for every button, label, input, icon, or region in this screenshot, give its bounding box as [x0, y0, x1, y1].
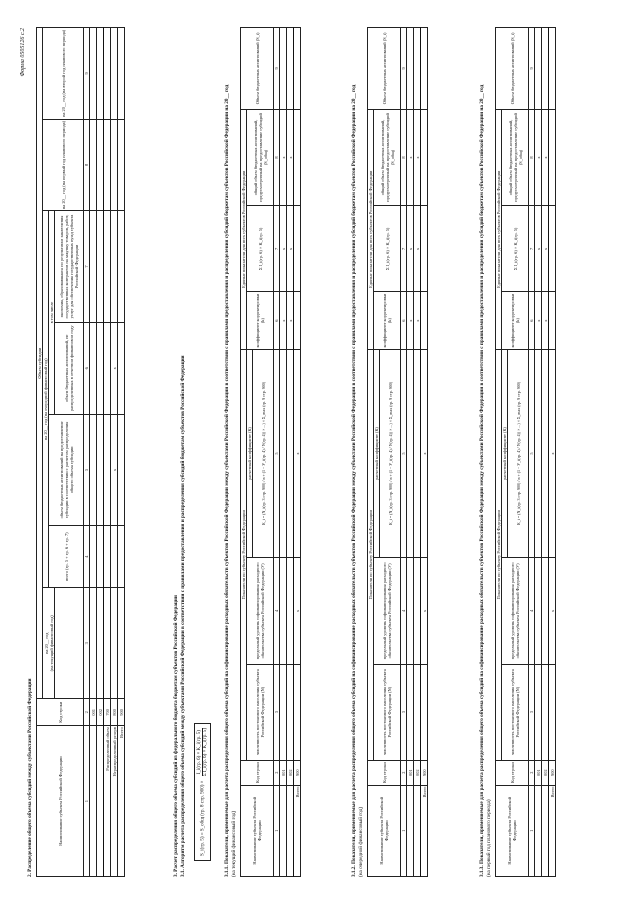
- cell: [294, 109, 301, 206]
- col-num-7: 7: [274, 206, 280, 292]
- x-mark: х: [542, 109, 549, 206]
- calc-single-header: Единые показатели для всех субъектов Российской Федерации: [496, 109, 502, 349]
- formula-lhs: S_i(гр. 5) = S_общ (гр. 8 стр. 900) ×: [200, 780, 206, 856]
- cell: [90, 526, 97, 588]
- total-row: [294, 28, 301, 877]
- calc-code-header: Код строки: [496, 760, 529, 785]
- total-row: [111, 28, 118, 877]
- col7-header: экономия, образовавшаяся по результатам заключения государственных контрактов на закупку товаров, работ, услуг для обеспечения государственных нужд субъекта Российской Федерации: [55, 211, 84, 322]
- x-mark: х: [294, 349, 301, 557]
- calc-c3-header: численность постоянного населения субъекта Российской Федерации (N): [374, 664, 401, 760]
- x-mark: х: [535, 292, 542, 349]
- col-num-1: 1: [529, 785, 535, 876]
- col-num-7: 7: [529, 206, 535, 292]
- calc-c9-header: Объем бюджетных ассигнований (S_i): [241, 28, 274, 110]
- calc-c5-formula: K_i = (N_i(гр. 3 стр. 900) / n + (1 − У_i(гр. 4) / У(гр. 4)) × ...) × Σ_max (гр. 9 стр. 900): [380, 349, 401, 557]
- s311-title: 3.1.1. Показатели, применяемые для расчета распределения общего объема субсидий на софинансирование расходных обязательств субъектов Российской Федерации между субъектами Российской Федерации в соответствии с правилами предоставления и распределения субсидий бюджетам субъектов Российской Федерации на 20__ год: [224, 84, 230, 877]
- table-row: [414, 28, 421, 877]
- col-num-7: 7: [84, 211, 90, 322]
- cell: [535, 28, 542, 110]
- cell: [118, 28, 125, 120]
- cell: [280, 664, 287, 760]
- cell: [421, 292, 428, 349]
- cell: [407, 785, 414, 876]
- s313-subtitle: (на первый год планового периода): [486, 799, 492, 877]
- cell: [104, 211, 111, 322]
- cell: [104, 28, 111, 120]
- cell: [421, 206, 428, 292]
- calc-c5-header: расчетный коэффициент (К): [374, 349, 380, 557]
- col-name-header: Наименование субъекта Российской Федерации: [37, 726, 84, 877]
- col-num-3: 3: [274, 664, 280, 760]
- col-num-3: 3: [529, 664, 535, 760]
- row-code: 002: [414, 760, 421, 785]
- col-num-1: 1: [401, 785, 407, 876]
- calc-c7-header: Σ I_i(гр. 6) × K_i(гр. 5): [374, 206, 401, 292]
- cell: [104, 119, 111, 211]
- s312-subtitle: (на очередной финансовый год): [358, 806, 364, 877]
- cell: [414, 664, 421, 760]
- col-num-4: 4: [84, 526, 90, 588]
- x-mark: х: [414, 292, 421, 349]
- cell: [414, 785, 421, 876]
- cell: [97, 28, 104, 120]
- calc-c4-header: предельный уровень софинансирования расходного обязательства субъекта Российской Федерации (У): [247, 558, 274, 664]
- cell: [542, 28, 549, 110]
- row-code: 002: [542, 760, 549, 785]
- total-code: 900: [549, 760, 556, 785]
- x-mark: х: [414, 109, 421, 206]
- calc-c6-header: коэффициент корректировки (k): [502, 292, 529, 349]
- cell: [111, 526, 118, 588]
- calc-c8-header: общий объем бюджетных ассигнований, предусмотренный на предоставление субсидий (S_общ): [374, 109, 401, 206]
- x-mark: х: [287, 206, 294, 292]
- x-mark: х: [549, 349, 556, 557]
- total-code: 900: [421, 760, 428, 785]
- calc-c6-header: коэффициент корректировки (k): [247, 292, 274, 349]
- calc-c3-header: численность постоянного населения субъекта Российской Федерации (N): [247, 664, 274, 760]
- cell: [111, 28, 118, 120]
- cell: [118, 119, 125, 211]
- total-row: [118, 28, 125, 877]
- col-num-9: 9: [274, 28, 280, 110]
- cell: [549, 28, 556, 110]
- total-row: [421, 28, 428, 877]
- col-num-2: 2: [401, 760, 407, 785]
- col-num-8: 8: [529, 109, 535, 206]
- cell: [118, 588, 125, 699]
- cell: [90, 588, 97, 699]
- calc-c7-header: Σ I_i(гр. 6) × K_i(гр. 5): [502, 206, 529, 292]
- col-num-1: 1: [84, 726, 90, 877]
- total-code: 900: [294, 760, 301, 785]
- cell: [549, 109, 556, 206]
- col-all-header: всего (гр. 5 + гр. 6 + гр. 7): [49, 526, 84, 588]
- cell: [287, 785, 294, 876]
- table-row: [90, 28, 97, 877]
- total-row: [549, 28, 556, 877]
- calc-c5-header: расчетный коэффициент (К): [247, 349, 253, 557]
- cell: [90, 414, 97, 525]
- calc-c9-header: Объем бюджетных ассигнований (S_i): [496, 28, 529, 110]
- cell: [97, 526, 104, 588]
- year1-header: на 20__ год (на очередной финансовый год): [43, 211, 49, 588]
- cell: [97, 211, 104, 322]
- calc-single-header: Единые показатели для всех субъектов Российской Федерации: [368, 109, 374, 349]
- cell: [421, 109, 428, 206]
- table-row: [287, 28, 294, 877]
- cell: [294, 664, 301, 760]
- col-code-header: Код строки: [37, 699, 84, 726]
- cell: [549, 664, 556, 760]
- calc-name-header: Наименование субъекта Российской Федерации: [368, 785, 401, 876]
- col-num-8: 8: [401, 109, 407, 206]
- cell: [287, 349, 294, 557]
- row-code: 001: [280, 760, 287, 785]
- calc-c3-header: численность постоянного населения субъекта Российской Федерации (N): [502, 664, 529, 760]
- cell: [414, 28, 421, 110]
- calc-c9-header: Объем бюджетных ассигнований (S_i): [368, 28, 401, 110]
- formula-fraction: [197, 728, 208, 776]
- col-num-8: 8: [84, 119, 90, 211]
- cell: [118, 414, 125, 525]
- x-mark: х: [549, 558, 556, 664]
- col-num-4: 4: [401, 558, 407, 664]
- cell: [97, 414, 104, 525]
- formula-box: [194, 723, 211, 861]
- col-num-2: 2: [84, 699, 90, 726]
- cell: [294, 28, 301, 110]
- cell: [542, 785, 549, 876]
- col6-header: объем бюджетных ассигнований, не распределенных в отчетном финансовом году: [55, 322, 84, 414]
- table-row: [407, 28, 414, 877]
- row-code: 001: [90, 699, 97, 726]
- calc-single-header: Единые показатели для всех субъектов Российской Федерации: [241, 109, 247, 349]
- calc-c5-header: расчетный коэффициент (К): [502, 349, 508, 557]
- col-num-9: 9: [84, 28, 90, 120]
- x-mark: х: [542, 292, 549, 349]
- col-num-9: 9: [529, 28, 535, 110]
- year0-spacer: [55, 588, 84, 699]
- total-code: 800: [111, 699, 118, 726]
- cell: [535, 349, 542, 557]
- x-mark: х: [535, 109, 542, 206]
- table-row: [535, 28, 542, 877]
- col5-header: объем бюджетных ассигнований на предоставление субсидии в соответствии с расчетом распределения общего объема субсидии: [49, 414, 84, 525]
- col-num-3: 3: [401, 664, 407, 760]
- distribution-table: [36, 27, 125, 877]
- cell: [535, 558, 542, 664]
- cell: [535, 785, 542, 876]
- calc-c5-formula: K_i = (N_i(гр. 3 стр. 900) / n + (1 − У_i(гр. 4) / У(гр. 4)) × ...) × Σ_max (гр. 9 стр. 900): [508, 349, 529, 557]
- calc-c6-header: коэффициент корректировки (k): [374, 292, 401, 349]
- x-mark: х: [287, 109, 294, 206]
- cell: [407, 664, 414, 760]
- table-row: [280, 28, 287, 877]
- form-label: Форма 0505126 с.2: [20, 28, 26, 77]
- cell: [549, 292, 556, 349]
- row-code: 002: [287, 760, 294, 785]
- x-mark: х: [111, 322, 118, 414]
- cell: [118, 211, 125, 322]
- col-num-9: 9: [401, 28, 407, 110]
- x-mark: х: [287, 292, 294, 349]
- cell: [104, 526, 111, 588]
- cell: [118, 322, 125, 414]
- volume-header: Объем субсидии: [37, 28, 43, 699]
- cell: [90, 322, 97, 414]
- calc-c7-header: Σ I_i(гр. 6) × K_i(гр. 5): [247, 206, 274, 292]
- calc-table-313: [495, 27, 556, 877]
- x-mark: х: [535, 206, 542, 292]
- calc-c8-header: общий объем бюджетных ассигнований, предусмотренный на предоставление субсидий (S_общ): [247, 109, 274, 206]
- total-label: Распределенный объем: [104, 726, 111, 877]
- col-num-5: 5: [401, 349, 407, 557]
- cell: [280, 28, 287, 110]
- cell: [414, 558, 421, 664]
- col-num-5: 5: [84, 414, 90, 525]
- col-num-6: 6: [274, 292, 280, 349]
- section31-title: 3.1. Алгоритм расчета распределения общего объема субсидий между субъектами Российской Федерации в соответствии с правилами предоставления и распределения субсидий бюджетам субъектов Российской Федерации: [180, 355, 186, 877]
- cell: [414, 349, 421, 557]
- formula-numerator: I_i(гр. 6) × K_i(гр. 5): [197, 728, 203, 776]
- cell: [287, 558, 294, 664]
- cell: [97, 322, 104, 414]
- x-mark: х: [111, 414, 118, 525]
- s313-title: 3.1.3. Показатели, применяемые для расчета распределения общего объема субсидий на софинансирование расходных обязательств субъектов Российской Федерации между субъектами Российской Федерации в соответствии с правилами предоставления и распределения субсидий бюджетам субъектов Российской Федерации на 20__ год: [479, 84, 485, 877]
- s312-title: 3.1.2. Показатели, применяемые для расчета распределения общего объема субсидий на софинансирование расходных обязательств субъектов Российской Федерации между субъектами Российской Федерации в соответствии с правилами предоставления и распределения субсидий бюджетам субъектов Российской Федерации на 20__ год: [351, 84, 357, 877]
- col-num-4: 4: [274, 558, 280, 664]
- x-mark: х: [421, 558, 428, 664]
- cell: [407, 558, 414, 664]
- cell: [280, 785, 287, 876]
- col-num-4: 4: [529, 558, 535, 664]
- cell: [542, 558, 549, 664]
- col-num-5: 5: [529, 349, 535, 557]
- cell: [97, 726, 104, 877]
- x-mark: х: [407, 206, 414, 292]
- year0-header: на 20__ год (на текущий финансовый год): [43, 588, 55, 699]
- cell: [407, 349, 414, 557]
- calc-c8-header: общий объем бюджетных ассигнований, предусмотренный на предоставление субсидий (S_общ): [502, 109, 529, 206]
- x-mark: х: [414, 206, 421, 292]
- total-label: Всего: [549, 785, 556, 876]
- row-code: 002: [97, 699, 104, 726]
- col-num-2: 2: [529, 760, 535, 785]
- cell: [294, 292, 301, 349]
- cell: [104, 322, 111, 414]
- calc-c4-header: предельный уровень софинансирования расходного обязательства субъекта Российской Федерации (У): [502, 558, 529, 664]
- calc-table-312: [367, 27, 428, 877]
- cell: [421, 28, 428, 110]
- total-label: Всего: [294, 785, 301, 876]
- cell: [104, 414, 111, 525]
- cell: [90, 211, 97, 322]
- row-code: 001: [407, 760, 414, 785]
- x-mark: х: [421, 349, 428, 557]
- cell: [549, 206, 556, 292]
- cell: [118, 526, 125, 588]
- calc-group-header: Показатели по субъекту Российской Федерации: [368, 349, 374, 760]
- col-num-7: 7: [401, 206, 407, 292]
- total-label: Всего: [421, 785, 428, 876]
- cell: [111, 211, 118, 322]
- cell: [104, 588, 111, 699]
- calc-c4-header: предельный уровень софинансирования расходного обязательства субъекта Российской Федерации (У): [374, 558, 401, 664]
- x-mark: х: [280, 109, 287, 206]
- total-label: Всего: [118, 726, 125, 877]
- calc-code-header: Код строки: [368, 760, 401, 785]
- table-row: [542, 28, 549, 877]
- calc-name-header: Наименование субъекта Российской Федерации: [241, 785, 274, 876]
- total-label: Нераспределенный резерв: [111, 726, 118, 877]
- total-code: 900: [118, 699, 125, 726]
- cell: [280, 349, 287, 557]
- calc-name-header: Наименование субъекта Российской Федерации: [496, 785, 529, 876]
- cell: [407, 28, 414, 110]
- cell: [287, 28, 294, 110]
- cell: [294, 206, 301, 292]
- cell: [97, 588, 104, 699]
- year3-header: на 20__ год (на второй год планового периода): [43, 28, 84, 120]
- col-num-8: 8: [274, 109, 280, 206]
- x-mark: х: [407, 109, 414, 206]
- calc-c5-formula: K_i = (N_i(гр. 3 стр. 900) / n + (1 − У_i(гр. 4) / У(гр. 4)) × ...) × Σ_max (гр. 9 стр. 900): [253, 349, 274, 557]
- section3-title: 3. Расчет распределения общего объема субсидий из федерального бюджета бюджетам субъектов Российской Федерации: [173, 595, 179, 877]
- cell: [111, 119, 118, 211]
- section2-title: 2. Распределение общего объема субсидий между субъектами Российской Федерации: [27, 678, 33, 877]
- x-mark: х: [542, 206, 549, 292]
- incl-header: в том числе: [49, 211, 55, 414]
- cell: [542, 664, 549, 760]
- cell: [90, 726, 97, 877]
- cell: [280, 558, 287, 664]
- total-code: 700: [104, 699, 111, 726]
- x-mark: х: [280, 292, 287, 349]
- calc-group-header: Показатели по субъекту Российской Федерации: [496, 349, 502, 760]
- cell: [90, 119, 97, 211]
- cell: [111, 588, 118, 699]
- cell: [421, 664, 428, 760]
- col-num-6: 6: [529, 292, 535, 349]
- x-mark: х: [407, 292, 414, 349]
- col-num-6: 6: [84, 322, 90, 414]
- col-num-1: 1: [274, 785, 280, 876]
- cell: [287, 664, 294, 760]
- calc-code-header: Код строки: [241, 760, 274, 785]
- year2-header: на 20__ год (на первый год планового периода): [43, 119, 84, 211]
- col-num-2: 2: [274, 760, 280, 785]
- row-code: 001: [535, 760, 542, 785]
- formula-denominator: Σ I_i(гр. 6) × K_i(гр. 5): [203, 727, 208, 777]
- cell: [542, 349, 549, 557]
- col-num-6: 6: [401, 292, 407, 349]
- calc-table-311: [240, 27, 301, 877]
- col-num-5: 5: [274, 349, 280, 557]
- x-mark: х: [280, 206, 287, 292]
- s311-subtitle: (на текущий финансовый год): [231, 810, 237, 877]
- cell: [97, 119, 104, 211]
- table-row: [97, 28, 104, 877]
- col-num-3: 3: [84, 588, 90, 699]
- calc-group-header: Показатели по субъекту Российской Федерации: [241, 349, 247, 760]
- cell: [535, 664, 542, 760]
- total-row: [104, 28, 111, 877]
- x-mark: х: [294, 558, 301, 664]
- cell: [90, 28, 97, 120]
